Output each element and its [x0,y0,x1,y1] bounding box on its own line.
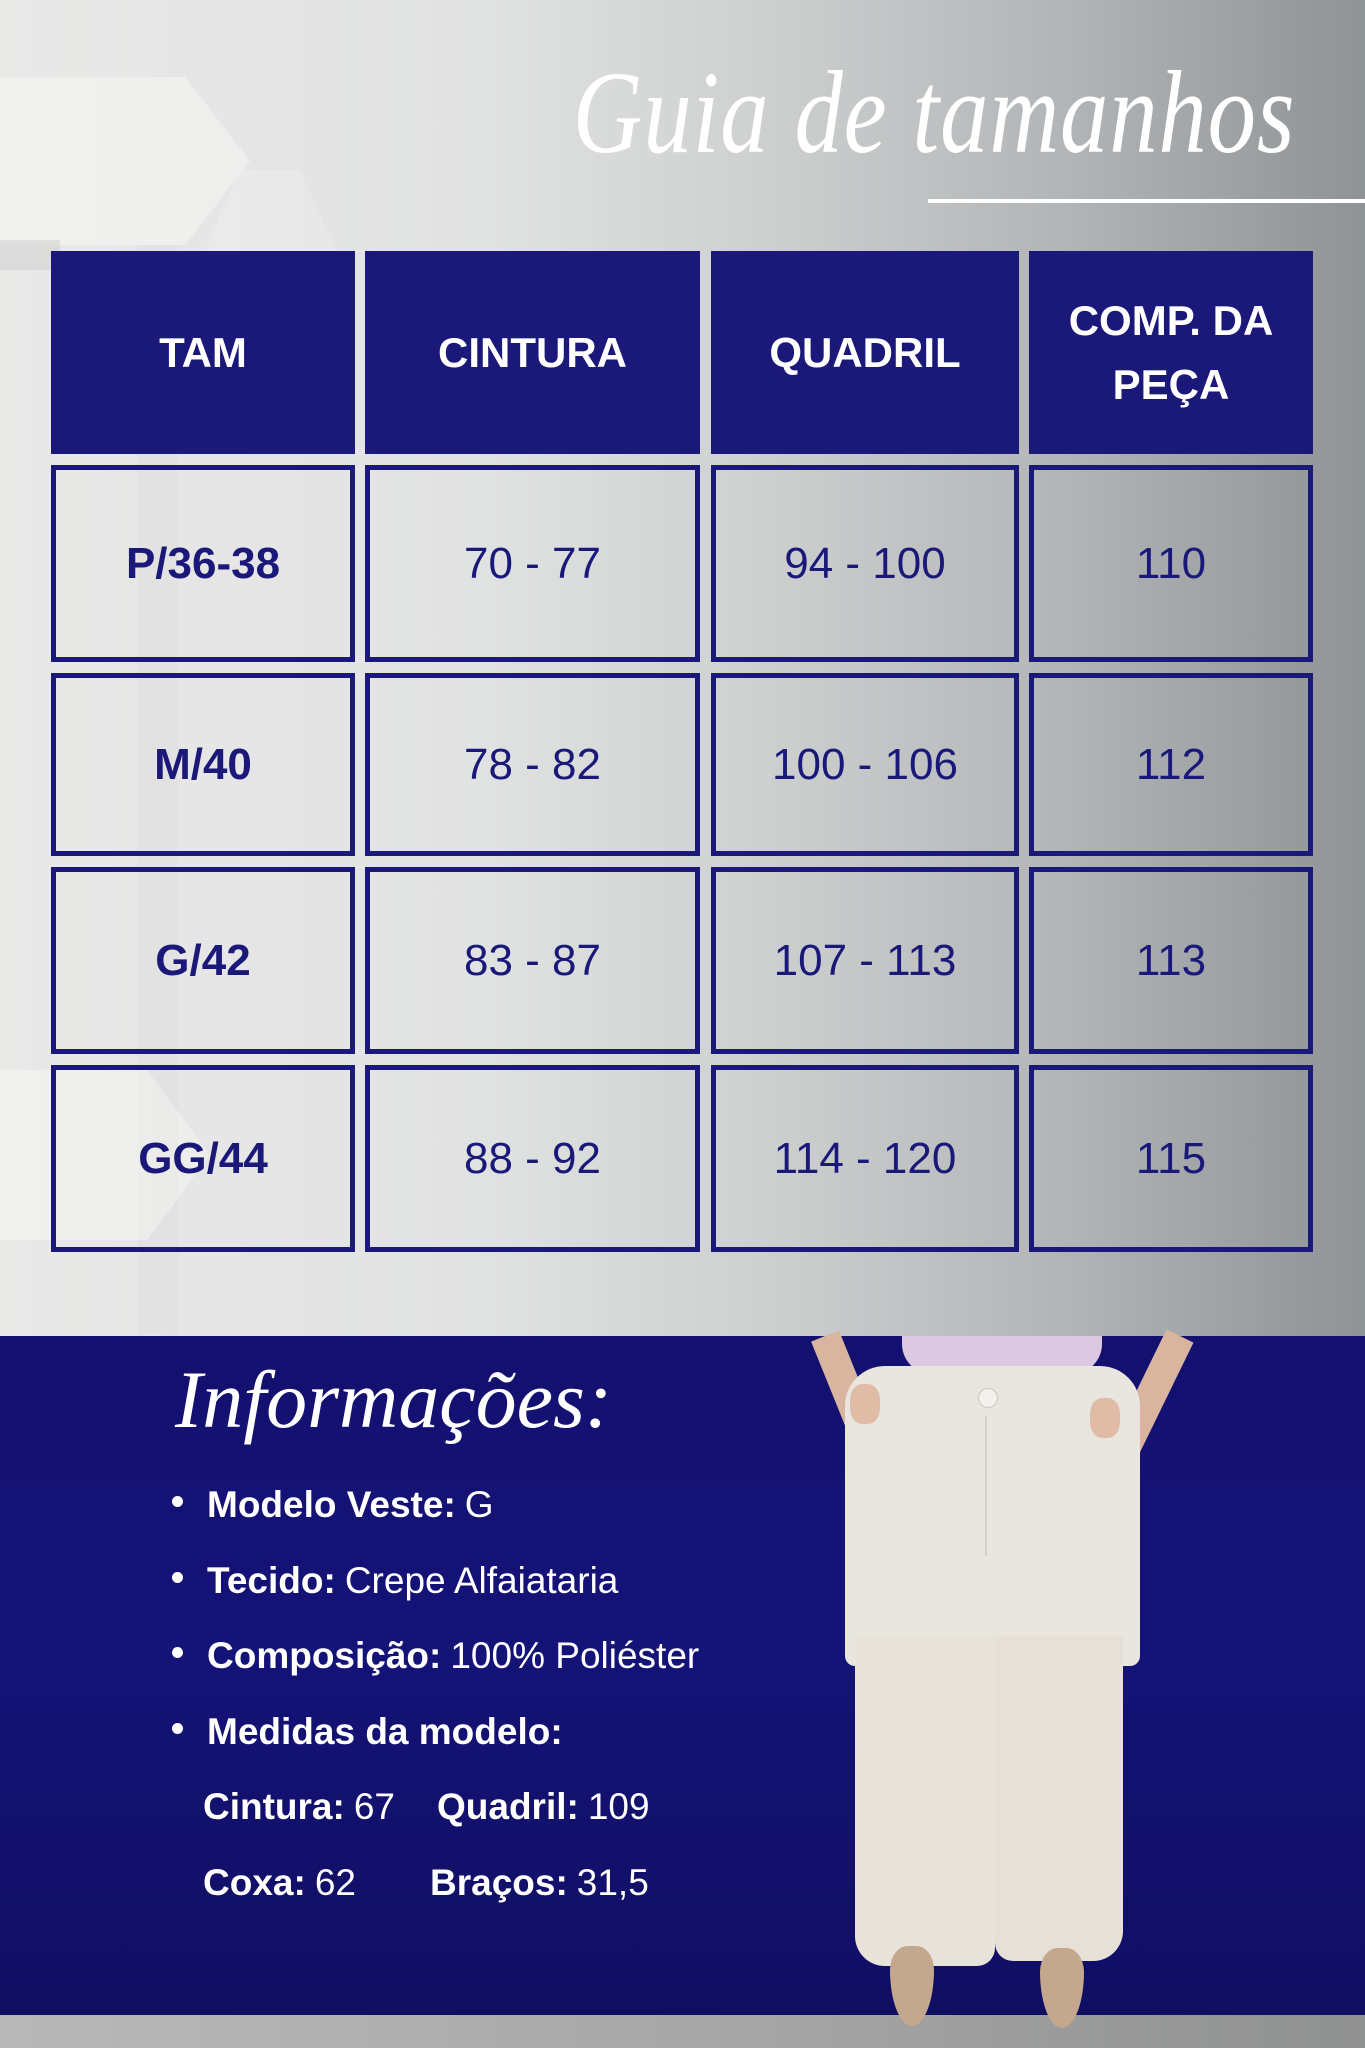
cell-text: 83 - 87 [464,935,601,985]
cell-text: M/40 [154,739,252,789]
measurement-bracos [430,1862,649,1904]
table-cell-size [51,465,355,662]
measurement-value: 67 [353,1786,395,1827]
cell-text: 88 - 92 [464,1133,601,1183]
cell-text: 78 - 82 [464,739,601,789]
table-cell-comprimento [1029,1065,1313,1252]
measurement-label: Braços: [430,1862,568,1903]
column-header-label: TAM [159,328,247,376]
info-value: G [464,1484,494,1525]
info-item-tecido [172,1560,618,1610]
column-header-label: COMP. DA PEÇA [1068,296,1274,408]
column-header-quadril [711,251,1019,454]
cell-text: 94 - 100 [784,538,946,588]
table-cell-comprimento [1029,673,1313,856]
table-cell-comprimento [1029,867,1313,1054]
measurement-value: 109 [587,1786,650,1827]
info-value: 100% Poliéster [450,1635,700,1676]
pants-button [978,1388,998,1408]
table-cell-cintura [365,867,700,1054]
info-label: Modelo Veste: [207,1484,456,1525]
measurement-quadril [437,1786,650,1828]
cell-text: GG/44 [138,1133,268,1183]
cell-text: G/42 [155,935,251,985]
model-shoe [1040,1948,1084,2028]
measurement-coxa [203,1862,356,1904]
measurement-label: Coxa: [203,1862,306,1903]
table-cell-quadril [711,1065,1019,1252]
column-header-cintura [365,251,700,454]
column-header-tam [51,251,355,454]
bullet-icon [172,1723,183,1734]
column-header-label: QUADRIL [769,328,961,376]
table-cell-cintura [365,673,700,856]
pants-fly [985,1416,987,1556]
measurement-cintura [203,1786,395,1828]
model-pants-leg [995,1636,1123,1961]
info-label: Medidas da modelo: [207,1711,563,1752]
info-title: Informações: [175,1354,613,1445]
cell-text: 110 [1135,538,1207,588]
info-value: Crepe Alfaiataria [344,1560,619,1601]
measurement-value: 62 [314,1862,356,1903]
cell-text: P/36-38 [125,538,281,588]
cell-text: 112 [1135,739,1207,789]
cell-text: 70 - 77 [464,538,601,588]
cell-text: 114 - 120 [773,1133,957,1183]
cell-text: 100 - 106 [772,739,958,789]
info-item-modelo-veste [172,1484,494,1534]
table-cell-cintura [365,465,700,662]
table-cell-size [51,1065,355,1252]
table-cell-size [51,867,355,1054]
measurement-label: Cintura: [203,1786,345,1827]
bullet-icon [172,1572,183,1583]
measurement-value: 31,5 [576,1862,649,1903]
model-hand [1090,1398,1120,1438]
cell-text: 113 [1135,935,1207,985]
cell-text: 107 - 113 [773,935,957,985]
model-photo [790,1336,1220,2036]
model-hand [850,1384,880,1424]
info-label: Composição: [207,1635,442,1676]
bullet-icon [172,1647,183,1658]
bullet-icon [172,1496,183,1507]
column-header-label: CINTURA [438,328,627,376]
cell-text: 115 [1135,1133,1207,1183]
info-label: Tecido: [207,1560,336,1601]
page-title: Guia de tamanhos [572,47,1295,178]
table-cell-quadril [711,465,1019,662]
table-cell-cintura [365,1065,700,1252]
table-cell-quadril [711,673,1019,856]
info-item-composicao [172,1635,699,1685]
title-underline [928,199,1365,203]
table-cell-comprimento [1029,465,1313,662]
model-shoe [890,1946,934,2026]
model-pants-leg [855,1636,995,1966]
table-cell-quadril [711,867,1019,1054]
measurement-label: Quadril: [437,1786,579,1827]
table-cell-size [51,673,355,856]
column-header-comprimento [1029,251,1313,454]
info-item-medidas [172,1711,572,1761]
